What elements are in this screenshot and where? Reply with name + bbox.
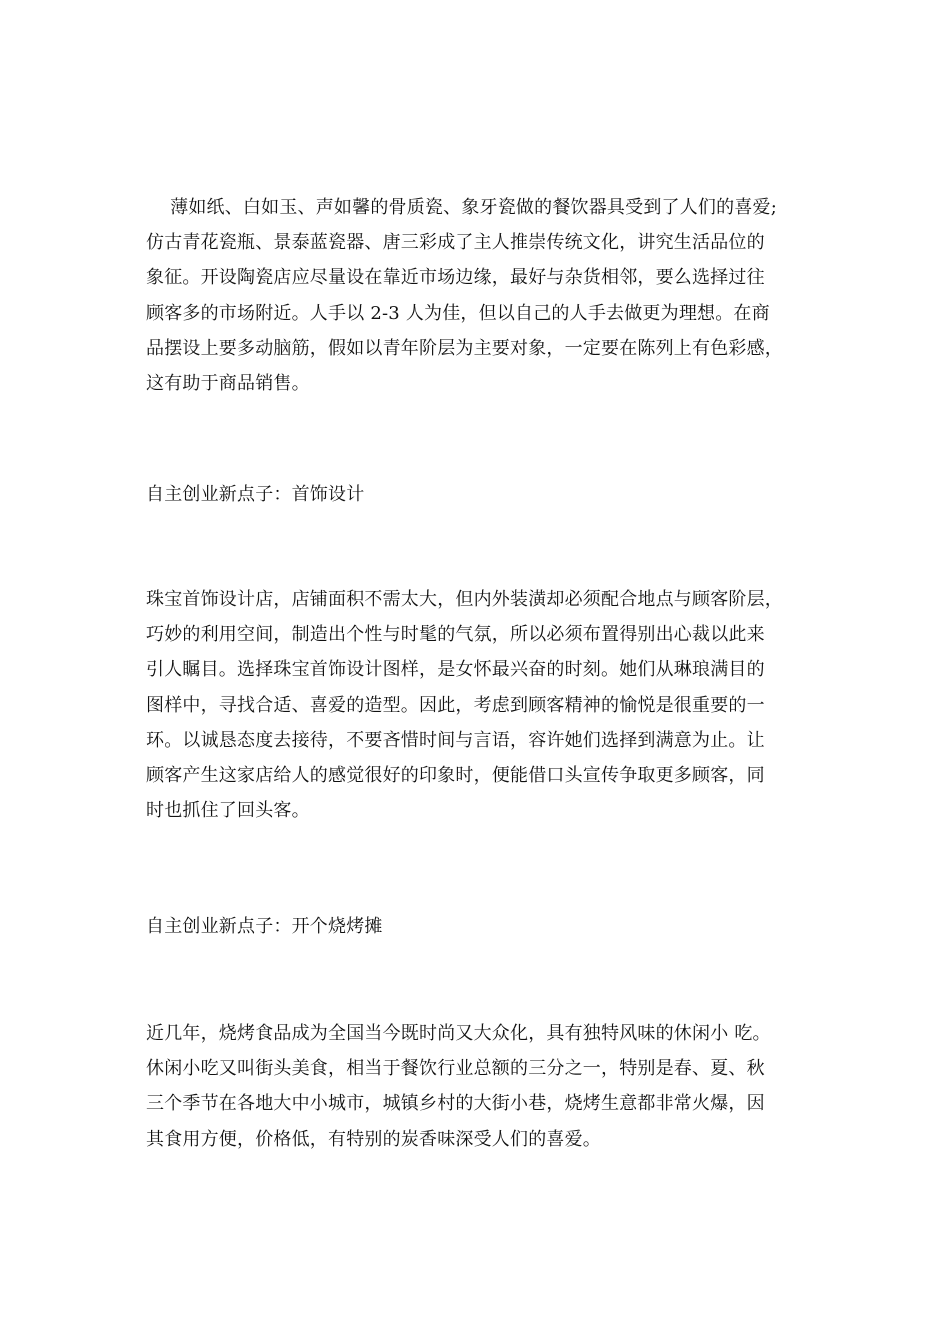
section-heading-jewelry	[146, 480, 826, 510]
text-line: 其食用方便，价格低，有特别的炭香味深受人们的喜爱。	[146, 1128, 601, 1150]
text-line: 这有助于商品销售。	[146, 372, 310, 394]
text-line: 图样中，寻找合适、喜爱的造型。因此，考虑到顾客精神的愉悦是很重要的一	[146, 694, 765, 716]
paragraph-barbecue-stall	[146, 1016, 826, 1157]
text-line: 象征。开设陶瓷店应尽量设在靠近市场边缘，最好与杂货相邻，要么选择过往	[146, 267, 765, 289]
section-heading-barbecue	[146, 912, 826, 942]
text-line: 薄如纸、白如玉、声如馨的骨质瓷、象牙瓷做的餐饮器具受到了人们的喜爱;	[146, 197, 777, 218]
text-line: 近几年，烧烤食品成为全国当今既时尚又大众化，具有独特风味的休闲小 吃。	[146, 1023, 771, 1044]
text-line: 环。以诚恳态度去接待，不要吝惜时间与言语，容许她们选择到满意为止。让	[146, 729, 765, 751]
text-line: 仿古青花瓷瓶、景泰蓝瓷器、唐三彩成了主人推崇传统文化，讲究生活品位的	[146, 232, 765, 254]
paragraph-jewelry-design	[146, 582, 826, 828]
text-line: 时也抓住了回头客。	[146, 800, 310, 822]
text-line: 引人瞩目。选择珠宝首饰设计图样，是女怀最兴奋的时刻。她们从琳琅满目的	[146, 659, 765, 681]
text-line: 顾客产生这家店给人的感觉很好的印象时，便能借口头宣传争取更多顾客，同	[146, 764, 765, 786]
text-line: 三个季节在各地大中小城市，城镇乡村的大街小巷，烧烤生意都非常火爆，因	[146, 1093, 765, 1115]
heading-text: 自主创业新点子：开个烧烤摊	[146, 916, 383, 937]
paragraph-bone-china	[146, 190, 826, 401]
text-line: 休闲小吃又叫街头美食，相当于餐饮行业总额的三分之一，特别是春、夏、秋	[146, 1058, 765, 1080]
text-line: 顾客多的市场附近。人手以 2-3 人为佳，但以自己的人手去做更为理想。在商	[146, 302, 770, 324]
text-line: 珠宝首饰设计店，店铺面积不需太大，但内外装潢却必须配合地点与顾客阶层，	[146, 589, 783, 610]
text-line: 品摆设上要多动脑筋，假如以青年阶层为主要对象，一定要在陈列上有色彩感，	[146, 337, 783, 359]
heading-text: 自主创业新点子：首饰设计	[146, 484, 365, 505]
text-line: 巧妙的利用空间，制造出个性与时髦的气氛，所以必须布置得别出心裁以此来	[146, 624, 765, 646]
